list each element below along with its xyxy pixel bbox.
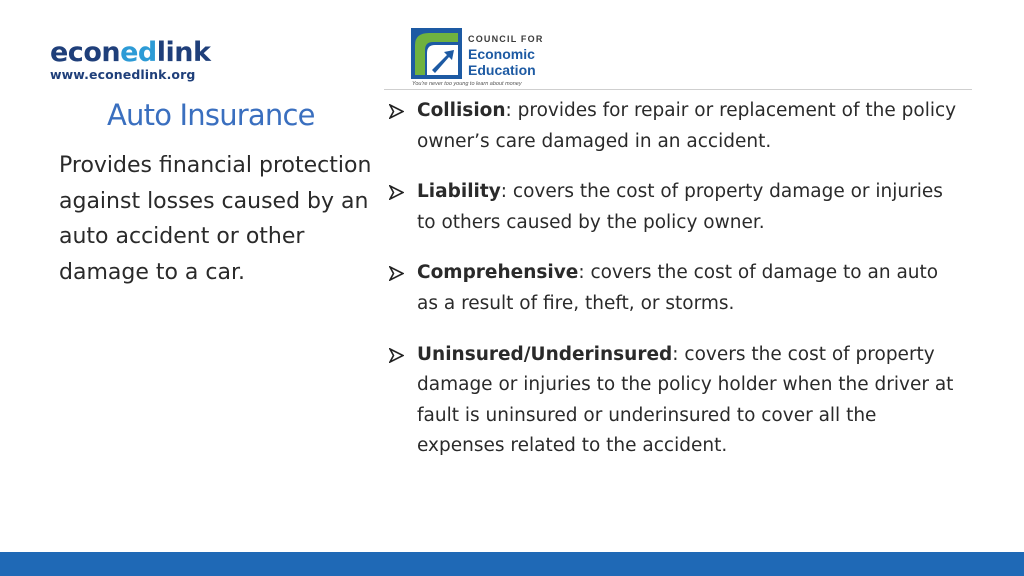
coverage-list <box>388 96 958 462</box>
econedlink-wordmark <box>50 37 230 68</box>
econedlink-word-econ: econ <box>50 37 121 68</box>
slide-title: Auto Insurance <box>107 98 315 132</box>
footer-bar <box>0 552 1024 576</box>
list-item <box>388 340 958 462</box>
coverage-term: Collision <box>417 100 506 121</box>
coverage-term: Liability <box>417 181 501 203</box>
list-item <box>388 96 958 157</box>
arrow-bullet-icon <box>389 104 404 119</box>
list-item <box>388 177 958 238</box>
econedlink-word-ed: ed <box>120 37 157 68</box>
header-divider <box>384 89 972 90</box>
arrow-bullet-icon <box>389 185 404 200</box>
arrow-bullet-icon <box>389 348 404 363</box>
list-item <box>388 258 958 319</box>
coverage-description: : provides for repair or replacement of the policy owner’s care damaged in an accident. <box>417 100 957 152</box>
council-mark-icon <box>411 28 462 79</box>
coverage-description: : covers the cost of damage to an auto as a result of fire, theft, or storms. <box>417 262 939 314</box>
council-line2: Economic <box>468 46 535 62</box>
econedlink-logo <box>50 37 230 82</box>
council-line3: Education <box>468 62 536 78</box>
council-line1: COUNCIL FOR <box>468 34 544 44</box>
econedlink-word-link: link <box>156 37 211 68</box>
coverage-term: Comprehensive <box>417 262 579 284</box>
definition-text: Provides financial protection against losses caused by an auto accident or other damage to a car. <box>59 153 372 286</box>
coverage-description: : covers the cost of property damage or injuries to the policy holder when the driver at fault is uninsured or underinsured to cover all the expenses related to the accident. <box>417 343 954 457</box>
council-tagline: You're never too young to learn about money <box>412 81 522 87</box>
council-logo <box>411 28 561 90</box>
arrow-bullet-icon <box>389 266 404 281</box>
econedlink-url: www.econedlink.org <box>50 67 196 82</box>
coverage-term: Uninsured/Underinsured <box>417 343 673 365</box>
coverage-description: : covers the cost of property damage or injuries to others caused by the policy owner. <box>417 181 943 233</box>
